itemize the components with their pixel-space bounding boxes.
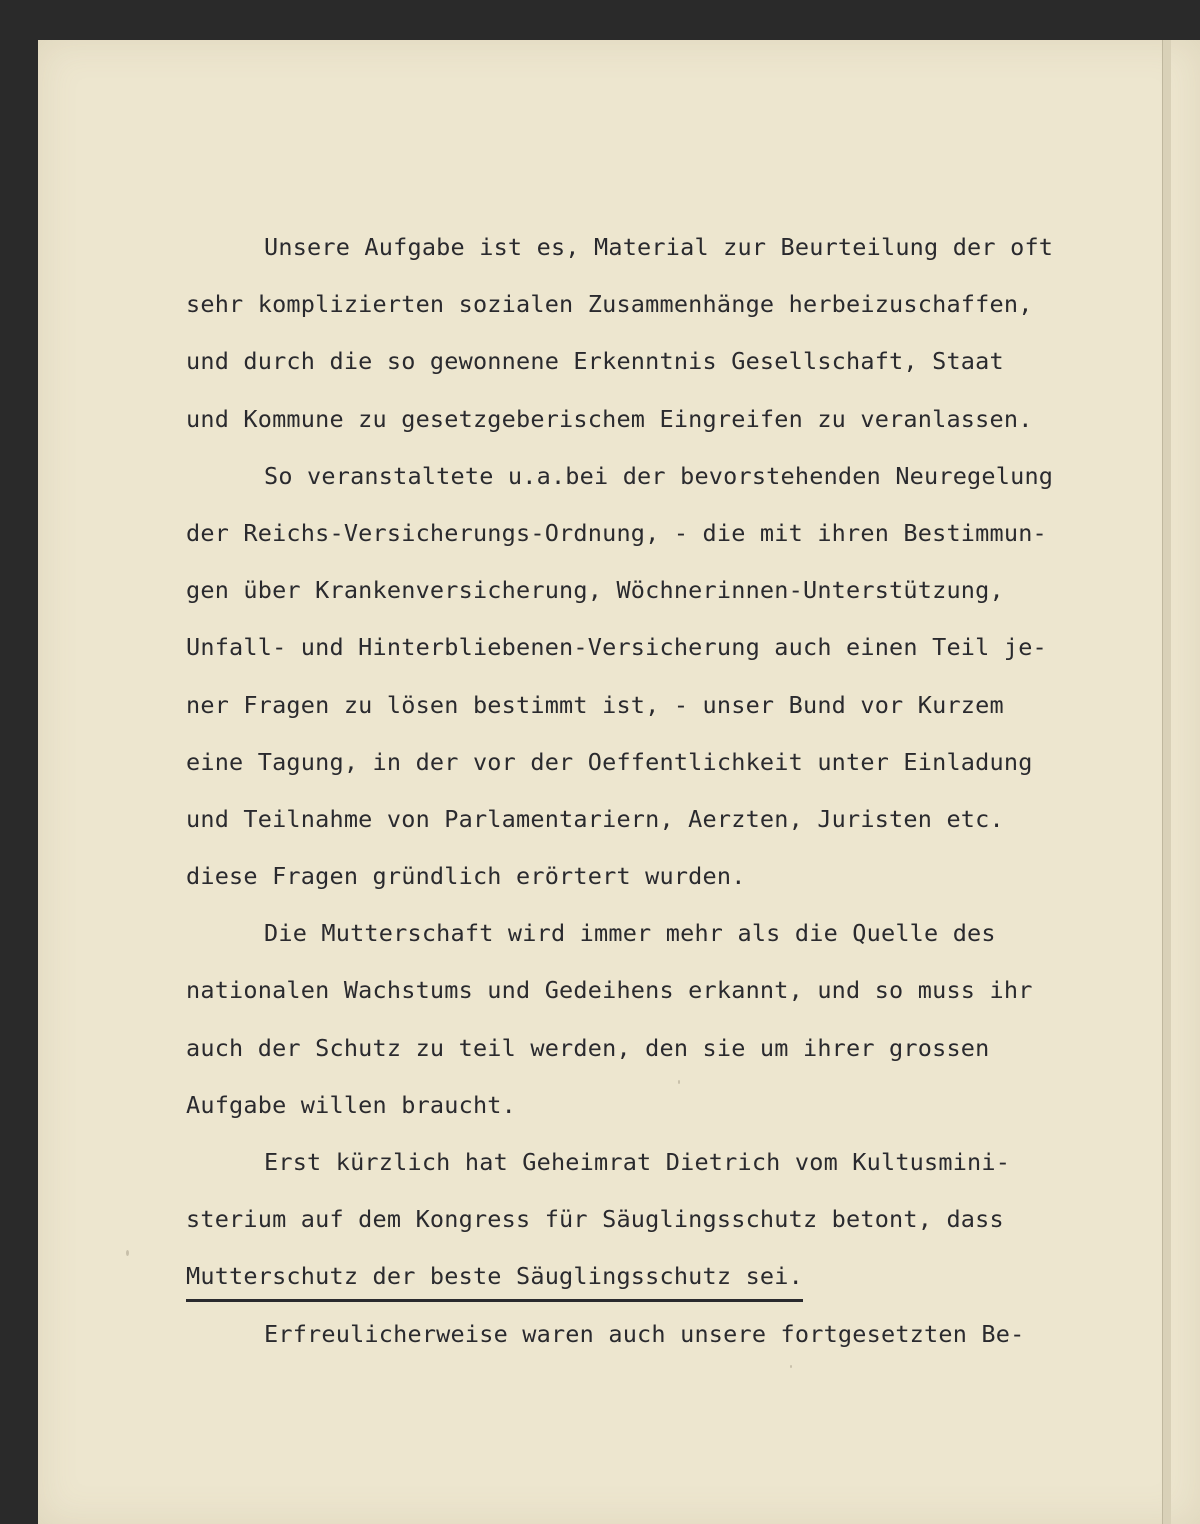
text-line: der Reichs-Versicherungs-Ordnung, - die mit ihren Bestimmun- [186, 518, 1047, 547]
text-line: Aufgabe willen braucht. [186, 1090, 517, 1119]
text-line: und Kommune zu gesetzgeberischem Eingreifen zu veranlassen. [186, 404, 1033, 433]
text-line: sehr komplizierten sozialen Zusammenhänge herbeizuschaffen, [186, 290, 1033, 319]
underlined-text: Mutterschutz der beste Säuglingsschutz sei. [186, 1256, 803, 1302]
text-line: gen über Krankenversicherung, Wöchnerinnen-Unterstützung, [186, 576, 1004, 605]
text-line: eine Tagung, in der vor der Oeffentlichkeit unter Einladung [186, 747, 1033, 776]
typewritten-text [186, 224, 1156, 1368]
text-line: Unsere Aufgabe ist es, Material zur Beurteilung der oft [264, 233, 1054, 261]
text-line: und durch die so gewonnene Erkenntnis Gesellschaft, Staat [186, 347, 1004, 376]
text-line: Erfreulicherweise waren auch unsere fortgesetzten Be- [264, 1319, 1025, 1348]
paper-speck [126, 1250, 129, 1256]
text-line: diese Fragen gründlich erörtert wurden. [186, 862, 746, 891]
text-line: Unfall- und Hinterbliebenen-Versicherung auch einen Teil je- [186, 633, 1047, 662]
text-line: Erst kürzlich hat Geheimrat Dietrich vom Kultusmini- [264, 1148, 1011, 1176]
text-line: Die Mutterschaft wird immer mehr als die Quelle des [264, 919, 996, 948]
text-line: auch der Schutz zu teil werden, den sie um ihrer grossen [186, 1033, 990, 1062]
text-line: sterium auf dem Kongress für Säuglingsschutz betont, dass [186, 1205, 1004, 1234]
text-line: So veranstaltete u.a.bei der bevorstehenden Neuregelung [264, 461, 1054, 490]
paper-edge [1162, 40, 1171, 1524]
text-line: und Teilnahme von Parlamentariern, Aerzten, Juristen etc. [186, 804, 1004, 833]
text-line: nationalen Wachstums und Gedeihens erkannt, und so muss ihr [186, 976, 1033, 1005]
text-line-underlined-wrapper [186, 1253, 1156, 1310]
text-line: ner Fragen zu lösen bestimmt ist, - unser Bund vor Kurzem [186, 690, 1004, 719]
